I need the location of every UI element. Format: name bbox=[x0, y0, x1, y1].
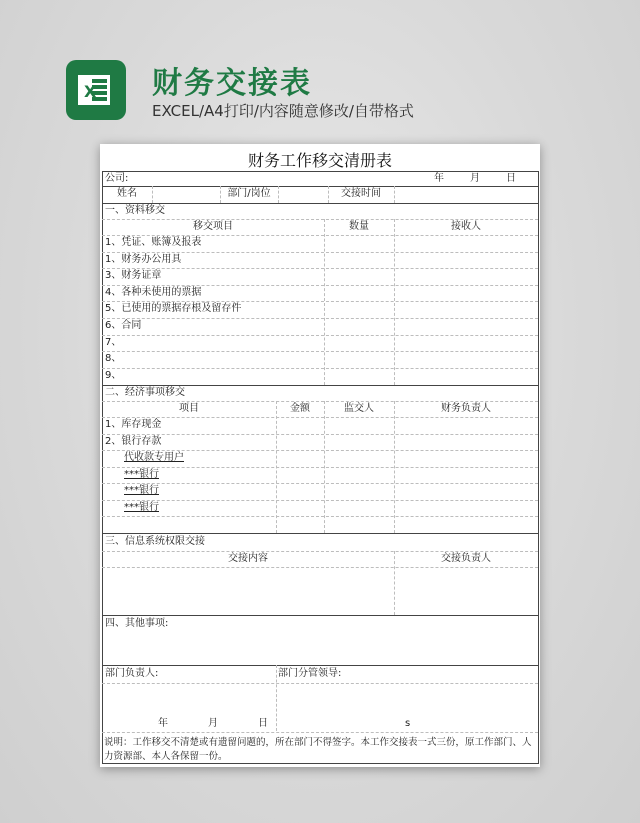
section1-header: 接收人 bbox=[451, 221, 481, 232]
dept-label: 部门/岗位 bbox=[227, 188, 271, 199]
section2-row: 2、银行存款 bbox=[105, 436, 162, 447]
section2-row: ***银行 bbox=[124, 502, 159, 513]
section3-header: 交接内容 bbox=[228, 553, 268, 564]
frame-right bbox=[538, 171, 539, 763]
line bbox=[394, 551, 395, 615]
section1-row: 3、财务证章 bbox=[105, 270, 162, 281]
name-label: 姓名 bbox=[117, 188, 137, 199]
line bbox=[102, 683, 538, 684]
section4-title: 四、其他事项: bbox=[105, 618, 169, 629]
section1-header: 数量 bbox=[349, 221, 369, 232]
line bbox=[102, 203, 538, 204]
svg-text:X: X bbox=[84, 82, 97, 101]
section2-header: 项目 bbox=[179, 403, 199, 414]
line bbox=[102, 665, 538, 666]
line bbox=[278, 186, 279, 203]
line bbox=[102, 434, 538, 435]
excel-icon bbox=[66, 60, 126, 120]
time-label: 交接时间 bbox=[341, 188, 381, 199]
line bbox=[102, 500, 538, 501]
form-note: 说明：工作移交不清楚或有遗留问题的，所在部门不得签字。本工作交接表一式三份，原工作部门、人力资源部、本人各保留一份。 bbox=[104, 737, 532, 762]
form-title: 财务工作移交清册表 bbox=[247, 151, 392, 170]
line bbox=[328, 186, 329, 203]
line bbox=[102, 516, 538, 517]
line bbox=[102, 467, 538, 468]
section2-row: ***银行 bbox=[124, 485, 159, 496]
section1-row: 1、凭证、账簿及报表 bbox=[105, 237, 202, 248]
section2-header: 财务负责人 bbox=[441, 403, 491, 414]
sign-month: 月 bbox=[208, 718, 218, 729]
section1-row: 8、 bbox=[105, 353, 122, 364]
section1-header: 移交项目 bbox=[193, 221, 233, 232]
date-year: 年 bbox=[434, 173, 444, 184]
section3-title: 三、信息系统权限交接 bbox=[105, 536, 205, 547]
form-sheet bbox=[100, 144, 540, 767]
section1-row: 7、 bbox=[105, 337, 122, 348]
section2-header: 金额 bbox=[290, 403, 310, 414]
line bbox=[276, 665, 277, 731]
line bbox=[102, 318, 538, 319]
line bbox=[102, 351, 538, 352]
section2-row: 代收款专用户 bbox=[124, 452, 184, 463]
section1-row: 9、 bbox=[105, 370, 122, 381]
line bbox=[394, 186, 395, 203]
line bbox=[102, 533, 538, 534]
form-grid bbox=[102, 171, 538, 763]
line bbox=[324, 219, 325, 385]
section1-row: 6、合同 bbox=[105, 320, 142, 331]
dept-leader-label: 部门分管领导: bbox=[278, 668, 342, 679]
date-month: 月 bbox=[470, 173, 480, 184]
line bbox=[102, 268, 538, 269]
line bbox=[102, 368, 538, 369]
page-subtitle: EXCEL/A4打印/内容随意修改/自带格式 bbox=[152, 102, 414, 120]
line bbox=[220, 186, 221, 203]
line bbox=[394, 219, 395, 385]
sign-day: 日 bbox=[258, 718, 268, 729]
line bbox=[102, 615, 538, 616]
dept-head-label: 部门负责人: bbox=[105, 668, 159, 679]
section1-row: 4、各种未使用的票据 bbox=[105, 287, 202, 298]
page-title: 财务交接表 bbox=[152, 66, 312, 101]
line bbox=[102, 186, 538, 187]
section2-header: 监交人 bbox=[344, 403, 374, 414]
date-day: 日 bbox=[506, 173, 516, 184]
section1-row: 5、已使用的票据存根及留存件 bbox=[105, 303, 242, 314]
line bbox=[102, 483, 538, 484]
section1-title: 一、资料移交 bbox=[105, 205, 165, 216]
line bbox=[102, 567, 538, 568]
line bbox=[102, 335, 538, 336]
section2-row: 1、库存现金 bbox=[105, 419, 162, 430]
section1-row: 1、财务办公用具 bbox=[105, 254, 182, 265]
sign-year: 年 bbox=[158, 718, 168, 729]
line bbox=[102, 417, 538, 418]
company-label: 公司: bbox=[105, 173, 129, 184]
section3-header: 交接负责人 bbox=[441, 553, 491, 564]
section2-row: ***银行 bbox=[124, 469, 159, 480]
sign-s: s bbox=[405, 718, 411, 729]
section2-title: 二、经济事项移交 bbox=[105, 387, 185, 398]
line bbox=[152, 186, 153, 203]
excel-logo bbox=[66, 60, 126, 120]
line bbox=[102, 732, 538, 733]
